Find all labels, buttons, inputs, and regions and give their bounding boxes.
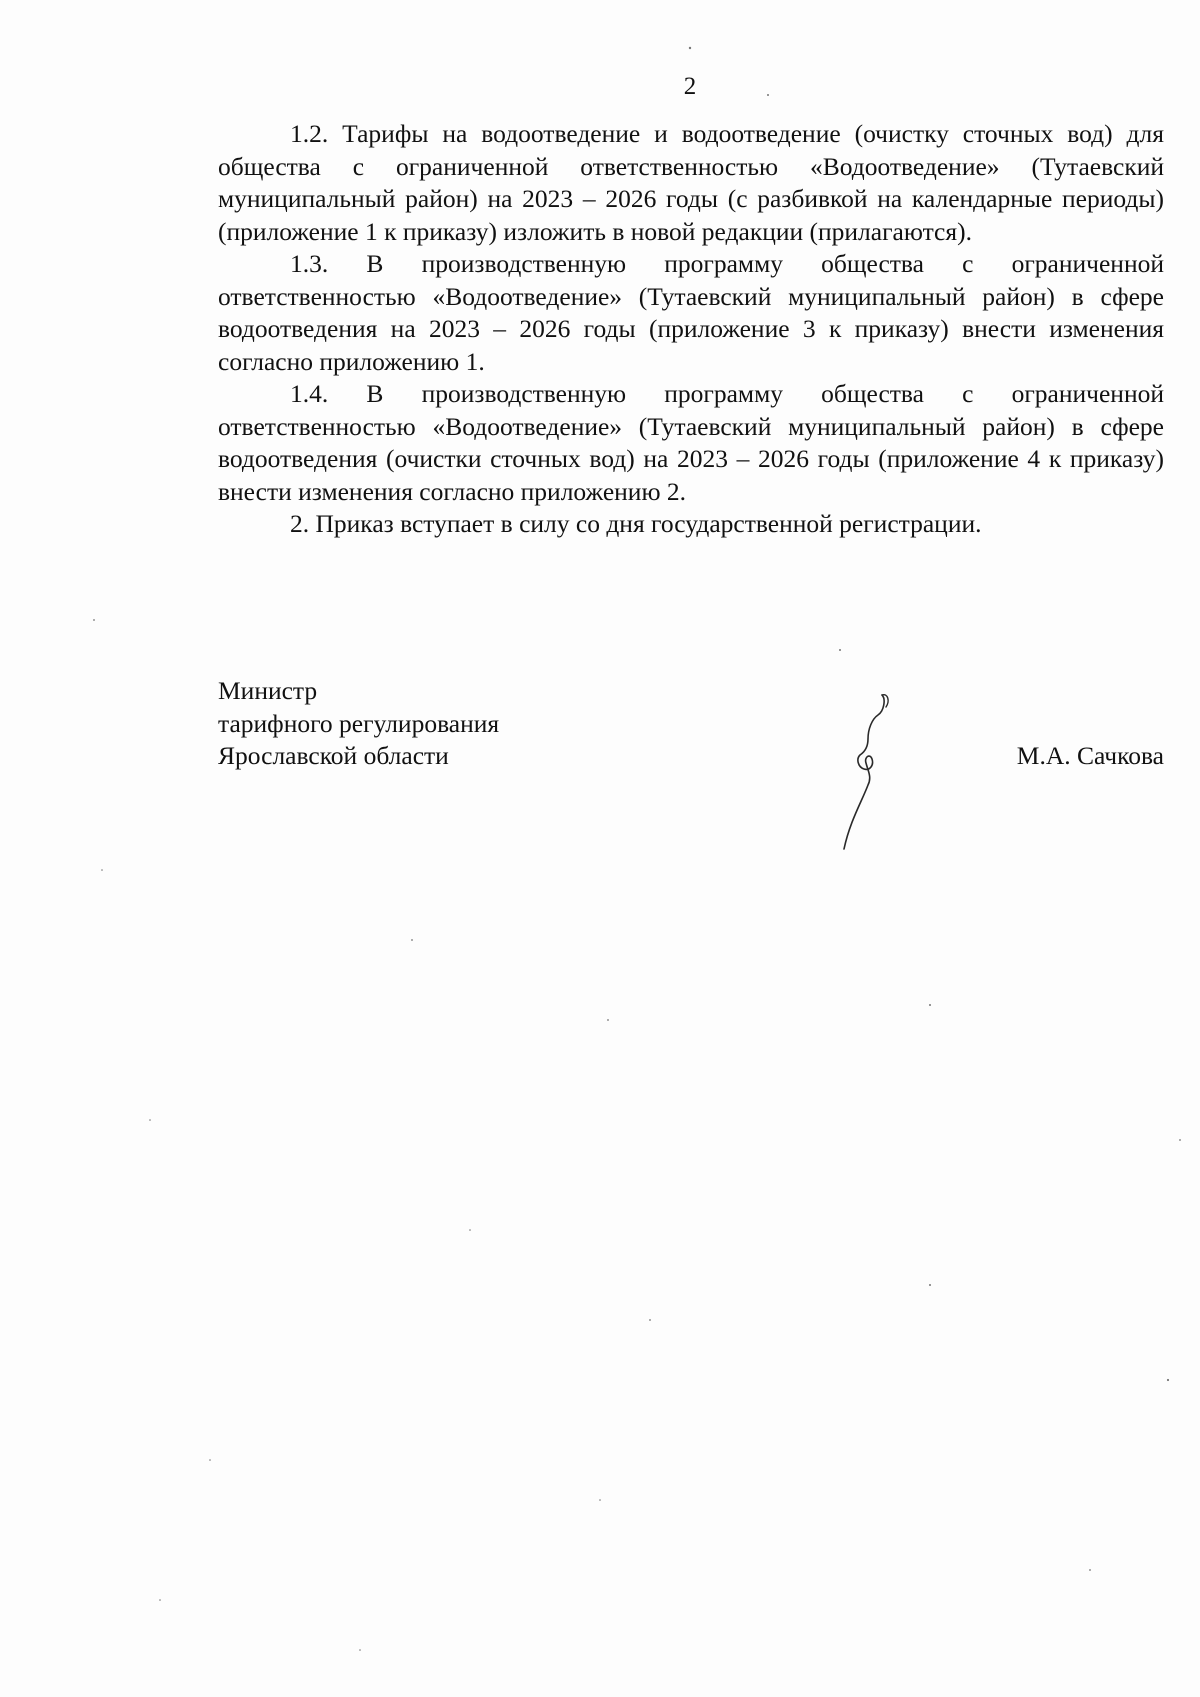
signatory-title-line: Министр <box>218 676 318 705</box>
paragraph-1-2: 1.2. Тарифы на водоотведение и водоотведение (очистку сточных вод) для общества с ограниченной ответственностью «Водоотведение» (Тутаевский муниципальный район) на 2023 – 2026 годы (с разбивкой на календарные периоды) (приложение 1 к приказу) изложить в новой редакции (прилагаются). <box>218 119 1164 246</box>
document-body <box>218 118 1164 541</box>
paragraph-2: 2. Приказ вступает в силу со дня государственной регистрации. <box>290 509 982 538</box>
handwritten-signature <box>838 693 918 853</box>
signatory-title <box>218 675 499 773</box>
signatory-title-line: Ярославской области <box>218 741 449 770</box>
page-number: 2 <box>683 73 697 100</box>
paragraph-1-4: 1.4. В производственную программу общества с ограниченной ответственностью «Водоотведение» (Тутаевский муниципальный район) в сфере водоотведения (очистки сточных вод) на 2023 – 2026 годы (приложение 4 к приказу) внести изменения согласно приложению 2. <box>218 379 1164 506</box>
signatory-name: М.А. Сачкова <box>1016 741 1164 770</box>
paragraph-1-3: 1.3. В производственную программу общества с ограниченной ответственностью «Водоотведение» (Тутаевский муниципальный район) в сфере водоотведения на 2023 – 2026 годы (приложение 3 к приказу) внести изменения согласно приложению 1. <box>218 249 1164 376</box>
signature-block <box>218 675 1164 835</box>
signatory-title-line: тарифного регулирования <box>218 708 500 738</box>
